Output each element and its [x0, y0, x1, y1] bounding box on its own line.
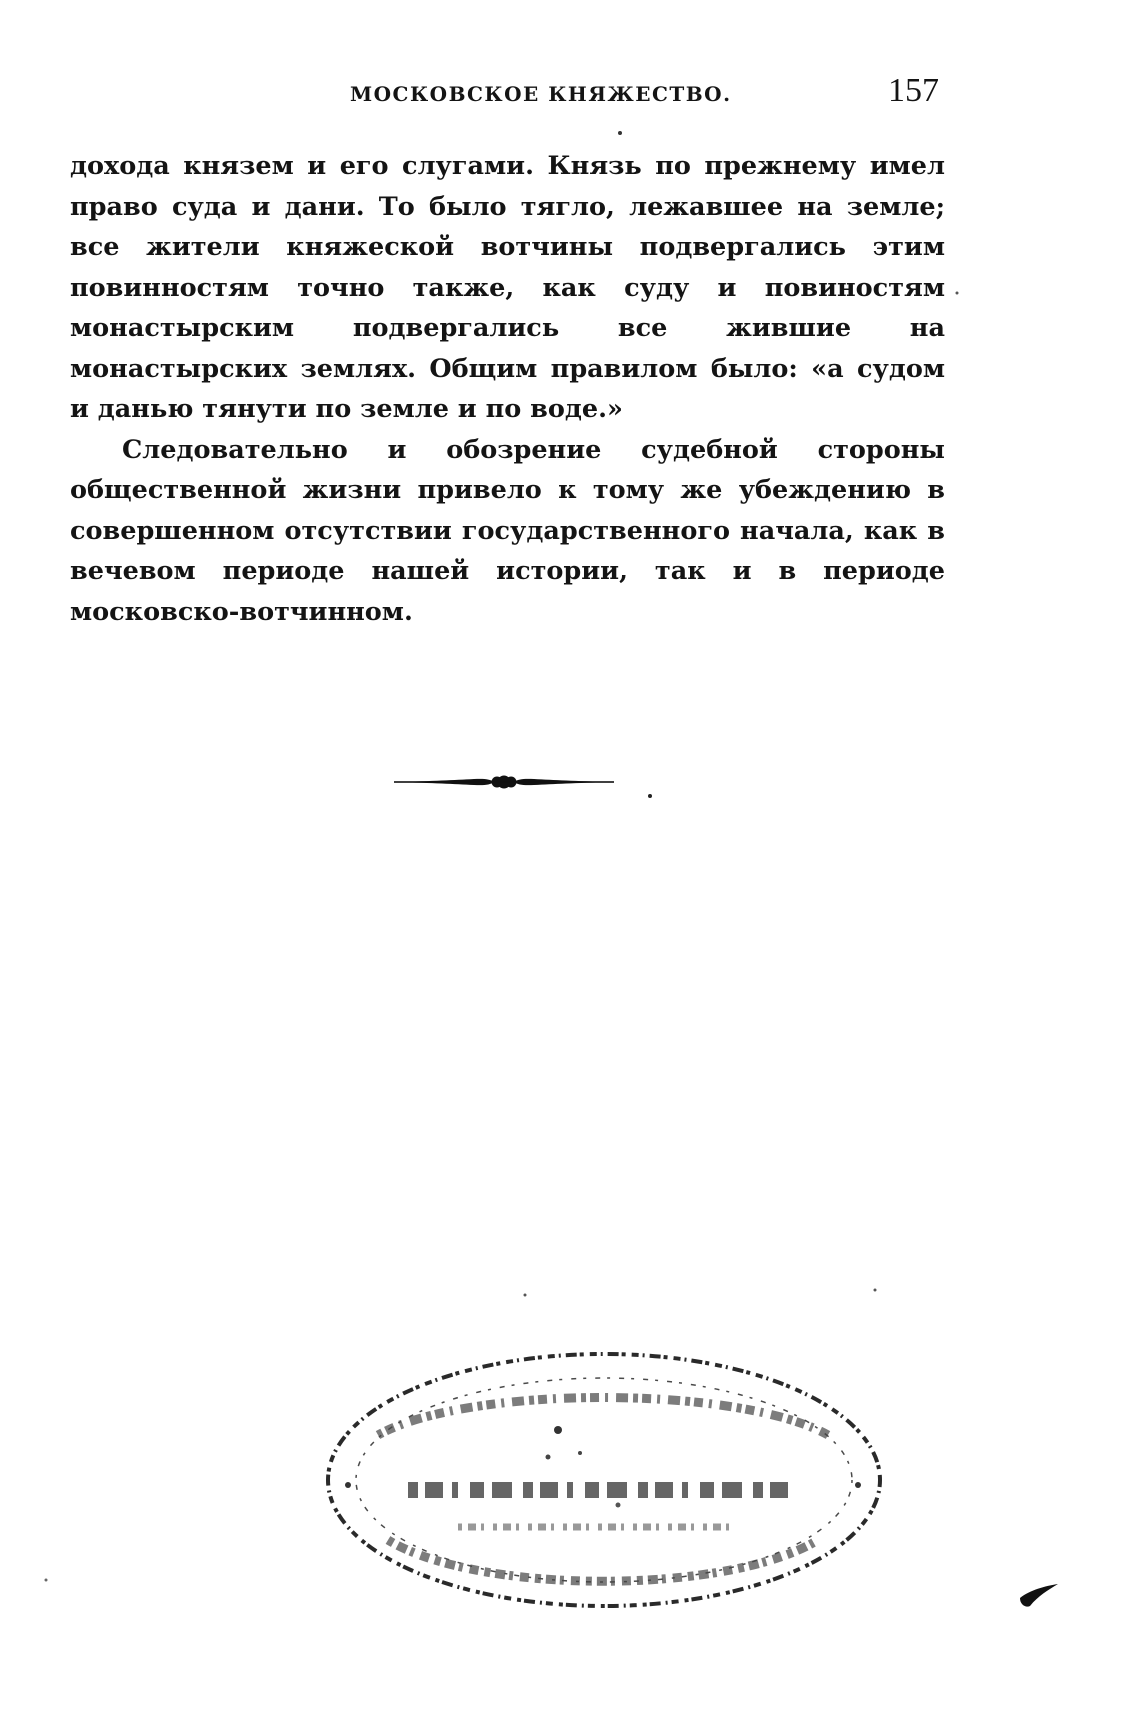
paragraph-2: Следовательно и обозрение судебной стороны общественной жизни привело к тому же убеждению в совершенном отсутствии государственного начала, как в вечевом периоде нашей истории, так и в периоде московско-вотчинном.	[70, 434, 945, 627]
paragraph-1: дохода князем и его слугами. Князь по прежнему имел право суда и дани. То было тягло, лежавшее на земле; все жители княжеской вотчины подвергались этим повинностям точно также, как суду и повиностям монастырским подвергались все жившие на монастырских землях. Общим правилом было: «а судом и данью тянути по земле и по воде.»	[70, 151, 945, 424]
body-text	[70, 146, 945, 632]
running-head	[70, 72, 945, 114]
library-stamp-icon	[318, 1345, 890, 1615]
ornament-rule-icon	[394, 770, 614, 794]
running-title: МОСКОВСКОЕ КНЯЖЕСТВО.	[350, 82, 732, 106]
page-number: 157	[888, 72, 939, 109]
